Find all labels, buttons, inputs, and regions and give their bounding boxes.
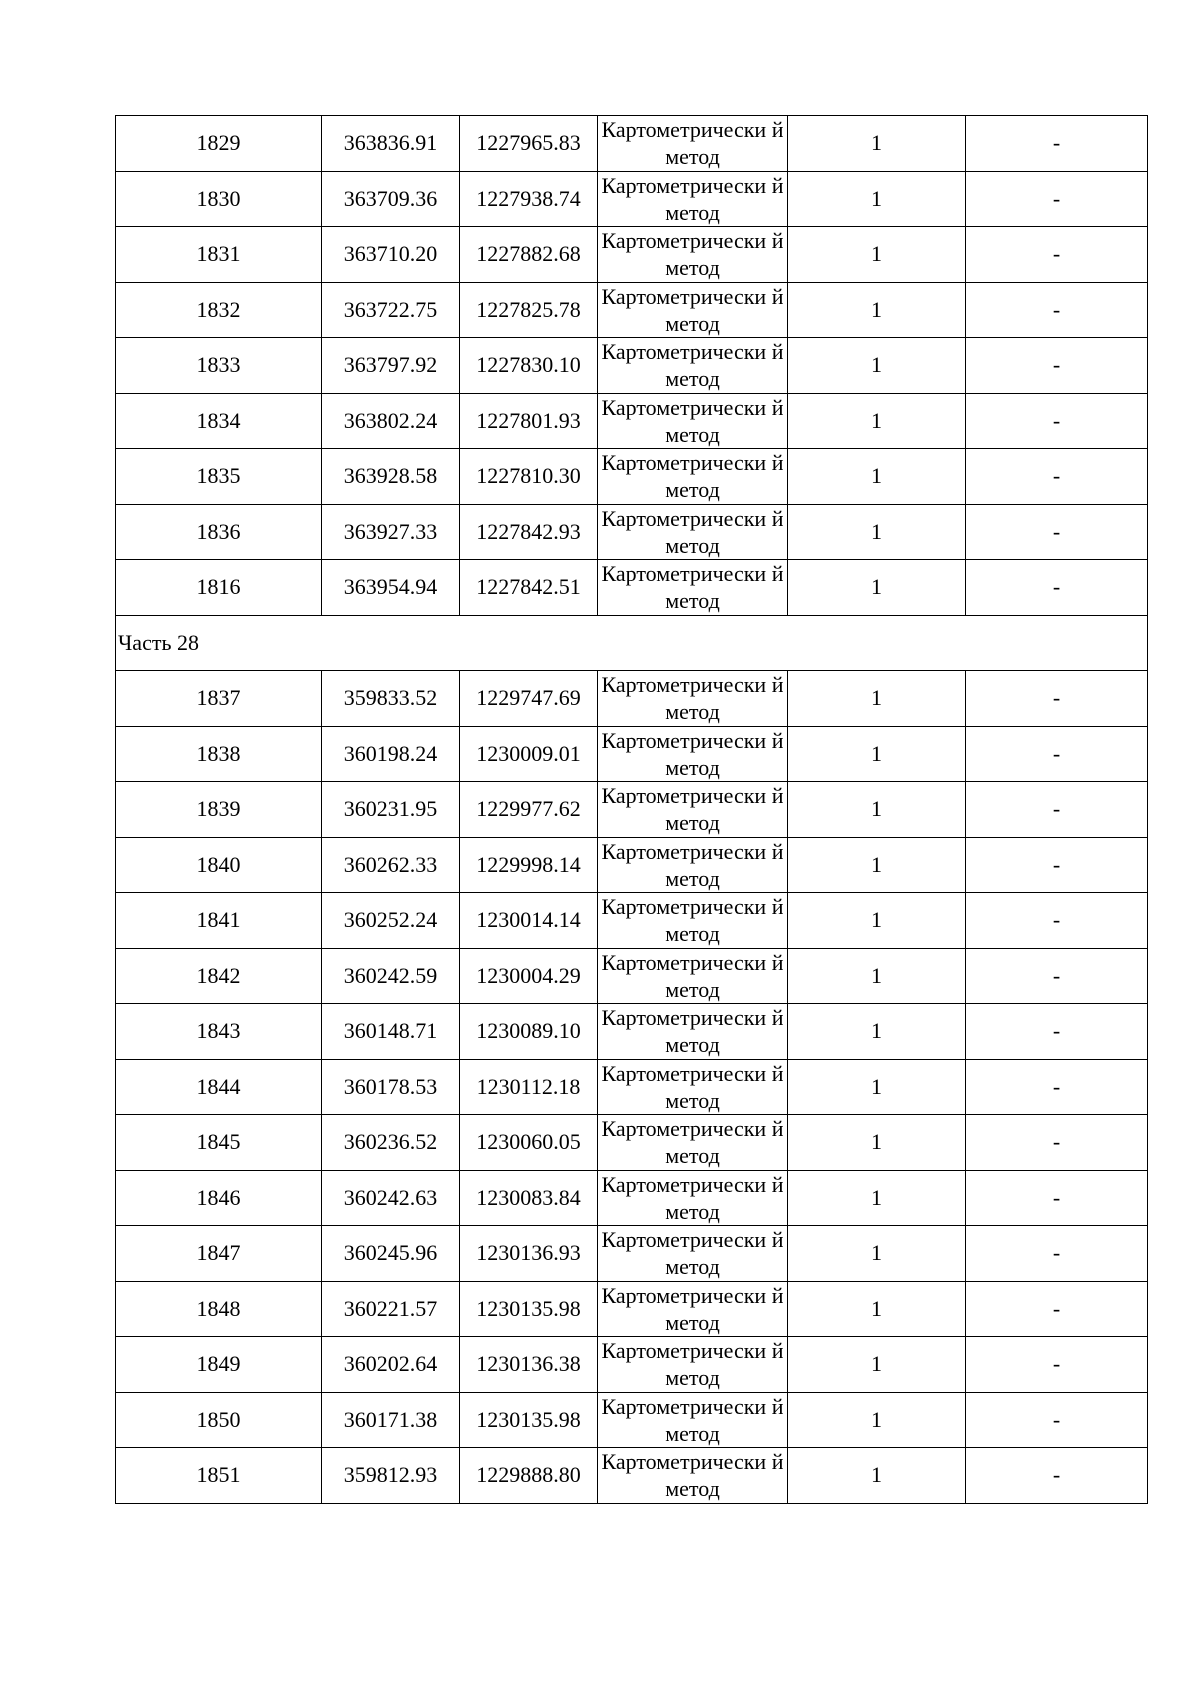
table-row: [116, 948, 1148, 1004]
point-number-cell: 1839: [116, 782, 322, 838]
point-number-cell: 1844: [116, 1059, 322, 1115]
accuracy-cell: 1: [788, 837, 966, 893]
accuracy-cell: 1: [788, 1448, 966, 1504]
y-coordinate-cell: 1230135.98: [460, 1392, 598, 1448]
y-coordinate-cell: 1227938.74: [460, 171, 598, 227]
accuracy-cell: 1: [788, 449, 966, 505]
point-number-cell: 1837: [116, 671, 322, 727]
x-coordinate-cell: 363802.24: [322, 393, 460, 449]
point-number-cell: 1851: [116, 1448, 322, 1504]
table-row: [116, 560, 1148, 616]
x-coordinate-cell: 363722.75: [322, 282, 460, 338]
y-coordinate-cell: 1227882.68: [460, 227, 598, 283]
y-coordinate-cell: 1229747.69: [460, 671, 598, 727]
table-row: [116, 227, 1148, 283]
x-coordinate-cell: 360252.24: [322, 893, 460, 949]
description-cell: -: [966, 1004, 1148, 1060]
table-row: [116, 338, 1148, 394]
method-cell: Картометрически й метод: [598, 1448, 788, 1504]
method-cell: Картометрически й метод: [598, 1115, 788, 1171]
y-coordinate-cell: 1229998.14: [460, 837, 598, 893]
x-coordinate-cell: 360198.24: [322, 726, 460, 782]
method-cell: Картометрически й метод: [598, 171, 788, 227]
description-cell: -: [966, 837, 1148, 893]
method-cell: Картометрически й метод: [598, 393, 788, 449]
point-number-cell: 1848: [116, 1281, 322, 1337]
accuracy-cell: 1: [788, 227, 966, 283]
y-coordinate-cell: 1230135.98: [460, 1281, 598, 1337]
y-coordinate-cell: 1230004.29: [460, 948, 598, 1004]
y-coordinate-cell: 1227830.10: [460, 338, 598, 394]
table-row: [116, 837, 1148, 893]
y-coordinate-cell: 1230014.14: [460, 893, 598, 949]
accuracy-cell: 1: [788, 726, 966, 782]
y-coordinate-cell: 1227825.78: [460, 282, 598, 338]
point-number-cell: 1843: [116, 1004, 322, 1060]
x-coordinate-cell: 360262.33: [322, 837, 460, 893]
method-cell: Картометрически й метод: [598, 1337, 788, 1393]
description-cell: -: [966, 671, 1148, 727]
description-cell: -: [966, 1281, 1148, 1337]
point-number-cell: 1816: [116, 560, 322, 616]
description-cell: -: [966, 282, 1148, 338]
point-number-cell: 1831: [116, 227, 322, 283]
accuracy-cell: 1: [788, 1281, 966, 1337]
accuracy-cell: 1: [788, 393, 966, 449]
description-cell: -: [966, 1115, 1148, 1171]
point-number-cell: 1838: [116, 726, 322, 782]
description-cell: -: [966, 726, 1148, 782]
y-coordinate-cell: 1229977.62: [460, 782, 598, 838]
description-cell: -: [966, 1226, 1148, 1282]
table-row: [116, 1281, 1148, 1337]
method-cell: Картометрически й метод: [598, 338, 788, 394]
y-coordinate-cell: 1227965.83: [460, 116, 598, 172]
table-row: [116, 782, 1148, 838]
description-cell: -: [966, 227, 1148, 283]
point-number-cell: 1847: [116, 1226, 322, 1282]
table-row: [116, 671, 1148, 727]
method-cell: Картометрически й метод: [598, 1226, 788, 1282]
part-header-row: [116, 615, 1148, 671]
x-coordinate-cell: 363709.36: [322, 171, 460, 227]
method-cell: Картометрически й метод: [598, 1281, 788, 1337]
method-cell: Картометрически й метод: [598, 837, 788, 893]
table-row: [116, 171, 1148, 227]
description-cell: -: [966, 171, 1148, 227]
table-row: [116, 1004, 1148, 1060]
point-number-cell: 1835: [116, 449, 322, 505]
accuracy-cell: 1: [788, 1226, 966, 1282]
description-cell: -: [966, 1448, 1148, 1504]
method-cell: Картометрически й метод: [598, 1059, 788, 1115]
description-cell: -: [966, 1170, 1148, 1226]
method-cell: Картометрически й метод: [598, 893, 788, 949]
y-coordinate-cell: 1230136.38: [460, 1337, 598, 1393]
accuracy-cell: 1: [788, 504, 966, 560]
point-number-cell: 1833: [116, 338, 322, 394]
point-number-cell: 1845: [116, 1115, 322, 1171]
table-row: [116, 726, 1148, 782]
y-coordinate-cell: 1230009.01: [460, 726, 598, 782]
description-cell: -: [966, 782, 1148, 838]
x-coordinate-cell: 359812.93: [322, 1448, 460, 1504]
point-number-cell: 1834: [116, 393, 322, 449]
x-coordinate-cell: 363954.94: [322, 560, 460, 616]
x-coordinate-cell: 363797.92: [322, 338, 460, 394]
description-cell: -: [966, 393, 1148, 449]
y-coordinate-cell: 1230083.84: [460, 1170, 598, 1226]
method-cell: Картометрически й метод: [598, 449, 788, 505]
point-number-cell: 1846: [116, 1170, 322, 1226]
point-number-cell: 1850: [116, 1392, 322, 1448]
point-number-cell: 1832: [116, 282, 322, 338]
method-cell: Картометрически й метод: [598, 560, 788, 616]
description-cell: -: [966, 449, 1148, 505]
table-row: [116, 1170, 1148, 1226]
point-number-cell: 1836: [116, 504, 322, 560]
description-cell: -: [966, 116, 1148, 172]
point-number-cell: 1830: [116, 171, 322, 227]
table-row: [116, 1392, 1148, 1448]
x-coordinate-cell: 363710.20: [322, 227, 460, 283]
method-cell: Картометрически й метод: [598, 1170, 788, 1226]
table-row: [116, 116, 1148, 172]
method-cell: Картометрически й метод: [598, 504, 788, 560]
accuracy-cell: 1: [788, 171, 966, 227]
y-coordinate-cell: 1227842.51: [460, 560, 598, 616]
x-coordinate-cell: 360231.95: [322, 782, 460, 838]
point-number-cell: 1849: [116, 1337, 322, 1393]
x-coordinate-cell: 360171.38: [322, 1392, 460, 1448]
x-coordinate-cell: 363836.91: [322, 116, 460, 172]
y-coordinate-cell: 1227810.30: [460, 449, 598, 505]
accuracy-cell: 1: [788, 1115, 966, 1171]
x-coordinate-cell: 360178.53: [322, 1059, 460, 1115]
x-coordinate-cell: 363927.33: [322, 504, 460, 560]
x-coordinate-cell: 360221.57: [322, 1281, 460, 1337]
method-cell: Картометрически й метод: [598, 782, 788, 838]
accuracy-cell: 1: [788, 1392, 966, 1448]
x-coordinate-cell: 359833.52: [322, 671, 460, 727]
table-row: [116, 393, 1148, 449]
accuracy-cell: 1: [788, 893, 966, 949]
description-cell: -: [966, 1337, 1148, 1393]
table-row: [116, 449, 1148, 505]
method-cell: Картометрически й метод: [598, 116, 788, 172]
x-coordinate-cell: 360245.96: [322, 1226, 460, 1282]
accuracy-cell: 1: [788, 1059, 966, 1115]
accuracy-cell: 1: [788, 1170, 966, 1226]
table-row: [116, 1337, 1148, 1393]
table-row: [116, 282, 1148, 338]
accuracy-cell: 1: [788, 1337, 966, 1393]
table-row: [116, 893, 1148, 949]
x-coordinate-cell: 360148.71: [322, 1004, 460, 1060]
coordinates-table: [115, 115, 1148, 1504]
method-cell: Картометрически й метод: [598, 1392, 788, 1448]
description-cell: -: [966, 948, 1148, 1004]
y-coordinate-cell: 1227801.93: [460, 393, 598, 449]
description-cell: -: [966, 1059, 1148, 1115]
y-coordinate-cell: 1230112.18: [460, 1059, 598, 1115]
table-row: [116, 504, 1148, 560]
description-cell: -: [966, 504, 1148, 560]
accuracy-cell: 1: [788, 1004, 966, 1060]
method-cell: Картометрически й метод: [598, 227, 788, 283]
accuracy-cell: 1: [788, 560, 966, 616]
point-number-cell: 1840: [116, 837, 322, 893]
description-cell: -: [966, 560, 1148, 616]
accuracy-cell: 1: [788, 782, 966, 838]
accuracy-cell: 1: [788, 282, 966, 338]
accuracy-cell: 1: [788, 948, 966, 1004]
part-label: Часть 28: [116, 615, 1148, 671]
point-number-cell: 1842: [116, 948, 322, 1004]
description-cell: -: [966, 1392, 1148, 1448]
table-row: [116, 1448, 1148, 1504]
table-body: [116, 116, 1148, 1504]
description-cell: -: [966, 893, 1148, 949]
method-cell: Картометрически й метод: [598, 726, 788, 782]
accuracy-cell: 1: [788, 671, 966, 727]
method-cell: Картометрически й метод: [598, 671, 788, 727]
x-coordinate-cell: 363928.58: [322, 449, 460, 505]
x-coordinate-cell: 360242.63: [322, 1170, 460, 1226]
x-coordinate-cell: 360202.64: [322, 1337, 460, 1393]
y-coordinate-cell: 1230136.93: [460, 1226, 598, 1282]
table-row: [116, 1059, 1148, 1115]
point-number-cell: 1841: [116, 893, 322, 949]
accuracy-cell: 1: [788, 338, 966, 394]
y-coordinate-cell: 1227842.93: [460, 504, 598, 560]
description-cell: -: [966, 338, 1148, 394]
x-coordinate-cell: 360242.59: [322, 948, 460, 1004]
y-coordinate-cell: 1229888.80: [460, 1448, 598, 1504]
method-cell: Картометрически й метод: [598, 282, 788, 338]
method-cell: Картометрически й метод: [598, 1004, 788, 1060]
table-row: [116, 1115, 1148, 1171]
table-row: [116, 1226, 1148, 1282]
x-coordinate-cell: 360236.52: [322, 1115, 460, 1171]
point-number-cell: 1829: [116, 116, 322, 172]
method-cell: Картометрически й метод: [598, 948, 788, 1004]
y-coordinate-cell: 1230060.05: [460, 1115, 598, 1171]
accuracy-cell: 1: [788, 116, 966, 172]
y-coordinate-cell: 1230089.10: [460, 1004, 598, 1060]
